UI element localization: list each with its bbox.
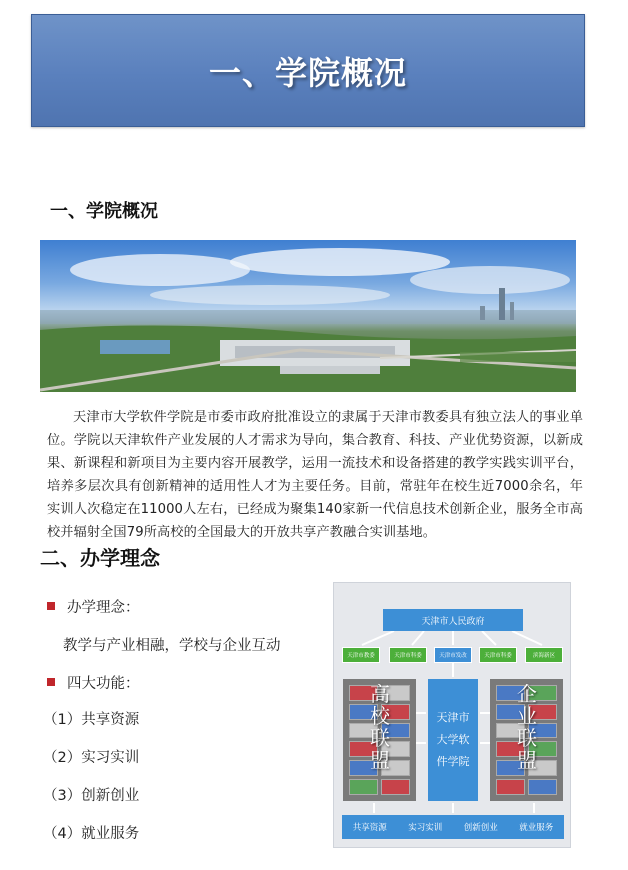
campus-photo-illustration	[40, 240, 576, 392]
function-item: （4）就业服务	[43, 826, 140, 842]
section2-heading: 二、办学理念	[40, 546, 160, 570]
diagram-dept-box: 天津市科委	[389, 647, 427, 663]
diagram-college-box: 天津市大学软件学院	[428, 679, 478, 801]
function-item: （1）共享资源	[43, 712, 140, 728]
diagram-function: 实习实训	[408, 823, 443, 833]
enterprise-alliance-label: 企业联盟	[517, 682, 537, 772]
university-alliance-label: 高校联盟	[370, 682, 390, 772]
intro-paragraph: 天津市大学软件学院是市委市政府批准设立的隶属于天津市教委具有独立法人的事业单位。学院以天津软件产业发展的人才需求为导向，集合教育、科技、产业优势资源，以新成果、新课程和新项目为主要内容开展教学，运用一流技术和设备搭建的教学实践实训平台，培养多层次具有创新精神的适用性人才为主要任务。目前，常驻年在校生近7000余名，年实训人次稳定在11000人左右，已经成为聚集140家新一代信息技术创新企业，服务全市高校并辐射全国79所高校的全国最大的开放共享产教融合实训基地。	[47, 410, 583, 540]
enterprise-alliance-panel	[490, 679, 563, 801]
diagram-function: 就业服务	[519, 823, 554, 833]
diagram-function: 创新创业	[463, 823, 498, 833]
function-item: （2）实习实训	[43, 750, 140, 766]
function-item: （3）创新创业	[43, 788, 140, 804]
university-alliance-panel	[343, 679, 416, 801]
section1-heading: 一、学院概况	[50, 201, 158, 222]
diagram-dept-box: 滨海新区	[525, 647, 563, 663]
diagram-function: 共享资源	[352, 823, 387, 833]
philosophy-item	[47, 596, 140, 617]
square-bullet-icon	[47, 678, 55, 686]
section-banner	[31, 14, 585, 127]
diagram-dept-box: 天津市教委	[342, 647, 380, 663]
functions-label: 四大功能：	[67, 676, 140, 692]
diagram-dept-box: 天津市发改	[434, 647, 472, 663]
square-bullet-icon	[47, 602, 55, 610]
banner-title: 一、学院概况	[208, 53, 407, 92]
functions-item	[47, 672, 140, 693]
philosophy-text: 教学与产业相融，学校与企业互动	[63, 638, 281, 654]
diagram-functions-bar	[342, 815, 564, 839]
campus-aerial-photo	[40, 240, 576, 392]
philosophy-label: 办学理念：	[67, 600, 140, 616]
diagram-dept-box: 天津市科委	[479, 647, 517, 663]
diagram-government-box: 天津市人民政府	[383, 609, 523, 631]
org-diagram	[333, 582, 571, 848]
